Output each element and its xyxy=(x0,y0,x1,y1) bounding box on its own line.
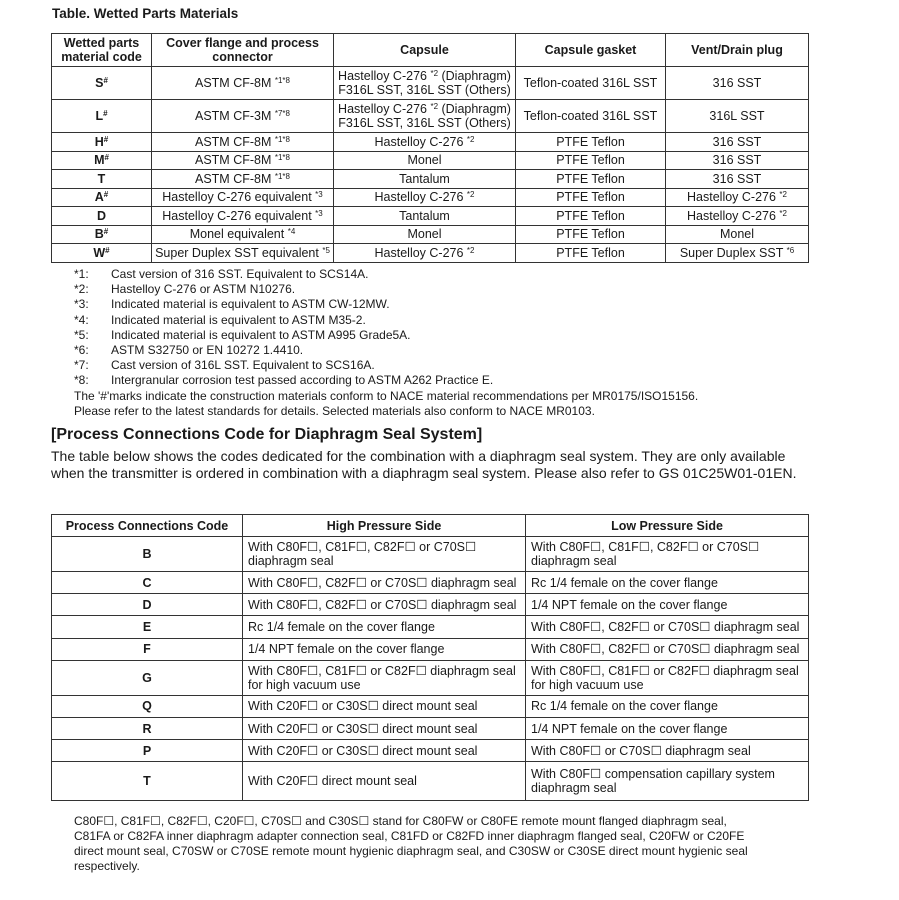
flange-material: Hastelloy C-276 equivalent xyxy=(162,208,316,223)
footnote-remark: Please refer to the latest standards for details. Selected materials also conform to NACE MR0103. xyxy=(74,403,595,418)
material-code: L xyxy=(95,109,104,123)
footnote-key: *7: xyxy=(74,358,89,373)
table-row xyxy=(52,616,809,638)
process-code-cell: C xyxy=(52,572,243,594)
high-pressure-cell xyxy=(243,740,526,762)
capsule-material: Hastelloy C-276 xyxy=(374,190,467,205)
cell-line: diaphragm seal xyxy=(248,554,334,568)
column-header: Capsule xyxy=(334,34,516,67)
cell-line: 1/4 NPT female on the cover flange xyxy=(531,721,728,736)
column-header: Vent/Drain plug xyxy=(666,34,809,67)
process-code-cell: P xyxy=(52,740,243,762)
footnote xyxy=(74,267,698,282)
vent-material: Monel xyxy=(719,227,755,242)
material-code: D xyxy=(96,208,107,223)
footnote-ref: *3 xyxy=(315,190,323,200)
table-row xyxy=(52,638,809,660)
table-row xyxy=(52,740,809,762)
capsule-cell xyxy=(334,100,516,133)
table-row xyxy=(52,207,809,226)
table-row xyxy=(52,67,809,100)
flange-material: ASTM CF-8M xyxy=(195,76,275,90)
process-code-cell: F xyxy=(52,638,243,660)
cell-line: With C80F☐, C82F☐ or C70S☐ diaphragm seal xyxy=(248,597,517,612)
cell-line: With C20F☐ or C30S☐ direct mount seal xyxy=(248,699,478,714)
table-header-row xyxy=(52,34,809,67)
footnote-ref: *1*8 xyxy=(274,153,290,163)
material-code-cell xyxy=(52,100,152,133)
vent-material: 316 SST xyxy=(712,76,762,90)
capsule-line xyxy=(337,227,512,241)
capsule-line xyxy=(337,209,512,223)
material-code-cell xyxy=(52,170,152,189)
footnote-text: ASTM S32750 or EN 10272 1.4410. xyxy=(111,343,304,358)
gasket-cell: PTFE Teflon xyxy=(516,151,666,170)
cell-line: 1/4 NPT female on the cover flange xyxy=(248,642,445,657)
high-pressure-cell xyxy=(243,572,526,594)
cell-line: for high vacuum use xyxy=(531,677,644,692)
process-code-cell: T xyxy=(52,762,243,801)
process-connections-table xyxy=(51,514,809,801)
flange-cell xyxy=(152,100,334,133)
footnote xyxy=(74,328,698,343)
footnote-text: Cast version of 316 SST. Equivalent to SCS14A. xyxy=(111,267,369,281)
capsule-line xyxy=(337,135,512,149)
cell-line: for high vacuum use xyxy=(248,677,361,692)
footnote xyxy=(74,343,698,358)
footnote-ref: *1*8 xyxy=(274,134,290,144)
column-header: Wetted parts material code xyxy=(52,34,152,67)
capsule-material: Hastelloy C-276 xyxy=(374,245,467,260)
nace-mark: # xyxy=(105,245,110,255)
vent-material: Hastelloy C-276 xyxy=(687,208,780,223)
capsule-material: Tantalum xyxy=(399,171,450,186)
flange-material: Monel equivalent xyxy=(189,227,288,242)
low-pressure-cell xyxy=(526,660,809,695)
vent-material: Super Duplex SST xyxy=(679,245,787,260)
high-pressure-cell xyxy=(243,695,526,717)
flange-cell xyxy=(152,188,334,207)
footnote xyxy=(74,358,698,373)
flange-material: ASTM CF-3M xyxy=(195,109,275,123)
cell-line: Rc 1/4 female on the cover flange xyxy=(248,619,435,634)
capsule-material: Hastelloy C-276 xyxy=(338,102,431,116)
capsule-material: Monel xyxy=(407,227,442,242)
material-code: H xyxy=(94,134,104,149)
footnote xyxy=(74,282,698,297)
table-row xyxy=(52,244,809,263)
flange-material: ASTM CF-8M xyxy=(195,153,275,168)
table-title: Table. Wetted Parts Materials xyxy=(52,6,239,21)
wetted-parts-table xyxy=(51,33,809,263)
process-code-cell: G xyxy=(52,660,243,695)
table-header-row xyxy=(52,515,809,537)
capsule-material: Hastelloy C-276 xyxy=(374,134,467,149)
process-code-cell: Q xyxy=(52,695,243,717)
vent-cell xyxy=(666,207,809,226)
flange-cell xyxy=(152,225,334,244)
table-row xyxy=(52,100,809,133)
footnote-ref: *2 xyxy=(466,245,475,255)
nace-mark: # xyxy=(103,76,108,85)
footnote-key: *1: xyxy=(74,267,89,281)
vent-cell xyxy=(666,133,809,152)
nace-mark: # xyxy=(103,190,109,200)
section-title: [Process Connections Code for Diaphragm Seal System] xyxy=(51,426,483,443)
footnote-remark: The '#'marks indicate the construction materials conform to NACE material recommendations per MR0175/ISO15156. xyxy=(74,388,699,403)
footnote-ref: *4 xyxy=(287,227,296,237)
flange-material: Super Duplex SST equivalent xyxy=(155,245,323,260)
gasket-cell: PTFE Teflon xyxy=(516,170,666,189)
nace-mark: # xyxy=(103,109,108,118)
footnote-text: Hastelloy C-276 or ASTM N10276. xyxy=(111,282,296,297)
high-pressure-cell xyxy=(243,660,526,695)
cell-line: With C80F☐, C81F☐, C82F☐ or C70S☐ xyxy=(531,540,760,554)
capsule-line xyxy=(337,69,512,83)
footnote-ref: *2 xyxy=(430,102,439,111)
footnote-text: Indicated material is equivalent to ASTM M35-2. xyxy=(111,312,366,327)
cell-line: With C80F☐ compensation capillary system xyxy=(531,767,775,782)
table-row xyxy=(52,133,809,152)
table-row xyxy=(52,762,809,801)
cell-line: Rc 1/4 female on the cover flange xyxy=(531,699,718,714)
material-code: A xyxy=(94,190,104,205)
flange-cell xyxy=(152,244,334,263)
cell-line: 1/4 NPT female on the cover flange xyxy=(531,597,728,612)
material-code: W xyxy=(93,245,106,260)
gasket-cell: PTFE Teflon xyxy=(516,244,666,263)
nace-mark: # xyxy=(103,227,109,237)
footnote-key: *3: xyxy=(74,297,89,312)
footnote-text: Intergranular corrosion test passed according to ASTM A262 Practice E. xyxy=(111,373,494,388)
capsule-cell xyxy=(334,188,516,207)
footnote-ref: *1*8 xyxy=(274,171,290,181)
cell-line: With C80F☐, C82F☐ or C70S☐ diaphragm seal xyxy=(531,642,800,657)
footer-note xyxy=(74,814,804,874)
gasket-cell: PTFE Teflon xyxy=(516,188,666,207)
section-intro: The table below shows the codes dedicated for the combination with a diaphragm seal system. They are only available when the transmitter is ordered in combination with a diaphragm seal system. Please also refer to GS 01C25W01-01EN. xyxy=(51,448,797,481)
footnote-ref: *2 xyxy=(779,208,787,218)
footnote xyxy=(74,297,698,312)
footer-line: C81FA or C82FA inner diaphragm adapter connection seal, C81FD or C82FD inner diaphragm flanged seal, C20FW or C20FE xyxy=(74,829,745,843)
table-row xyxy=(52,537,809,572)
material-code-cell xyxy=(52,244,152,263)
vent-material: 316 SST xyxy=(712,134,762,149)
flange-cell xyxy=(152,133,334,152)
material-code-cell xyxy=(52,151,152,170)
column-header: High Pressure Side xyxy=(243,515,526,537)
column-header: Process Connections Code xyxy=(52,515,243,537)
cell-line: With C80F☐, C81F☐ or C82F☐ diaphragm seal xyxy=(531,663,799,678)
capsule-material: Hastelloy C-276 xyxy=(338,69,431,83)
footer-line: C80F☐, C81F☐, C82F☐, C20F☐, C70S☐ and C30S☐ stand for C80FW or C80FE remote mount flanged diaphragm seal, xyxy=(74,814,727,828)
footnote-ref: *2 xyxy=(466,134,475,144)
table-row xyxy=(52,717,809,739)
low-pressure-cell xyxy=(526,638,809,660)
gasket-cell: Teflon-coated 316L SST xyxy=(516,67,666,100)
high-pressure-cell xyxy=(243,638,526,660)
process-code-cell: D xyxy=(52,594,243,616)
cell-line: With C20F☐ or C30S☐ direct mount seal xyxy=(248,721,478,736)
process-code-cell: E xyxy=(52,616,243,638)
low-pressure-cell xyxy=(526,740,809,762)
capsule-material: F316L SST, 316L SST (Others) xyxy=(338,116,511,130)
low-pressure-cell xyxy=(526,537,809,572)
gasket-cell: PTFE Teflon xyxy=(516,207,666,226)
low-pressure-cell xyxy=(526,717,809,739)
cell-line: With C20F☐ or C30S☐ direct mount seal xyxy=(248,743,478,758)
footnote xyxy=(74,373,698,388)
capsule-cell xyxy=(334,151,516,170)
footnote-ref: *5 xyxy=(322,245,330,255)
cell-line: Rc 1/4 female on the cover flange xyxy=(531,575,718,590)
footnote-ref: *3 xyxy=(315,208,323,218)
material-code-cell xyxy=(52,225,152,244)
capsule-line xyxy=(337,246,512,260)
footnote-ref: *1*8 xyxy=(274,76,290,85)
footnote-text: Indicated material is equivalent to ASTM CW-12MW. xyxy=(111,297,390,312)
flange-cell xyxy=(152,207,334,226)
footnote-key: *6: xyxy=(74,343,89,358)
footnote-key: *8: xyxy=(74,373,89,388)
footnote-ref: *6 xyxy=(786,245,795,255)
footer-line: direct mount seal, C70SW or C70SE remote mount hygienic diaphragm seal, and C30SW or C30SE direct mount hygienic seal xyxy=(74,844,748,858)
cell-line: With C80F☐, C81F☐ or C82F☐ diaphragm seal xyxy=(248,663,516,678)
cell-line: With C80F☐, C82F☐ or C70S☐ diaphragm seal xyxy=(248,575,517,590)
vent-cell xyxy=(666,170,809,189)
gasket-cell: PTFE Teflon xyxy=(516,133,666,152)
vent-material: 316 SST xyxy=(712,171,762,186)
column-header: Low Pressure Side xyxy=(526,515,809,537)
footnote xyxy=(74,313,698,328)
footer-line: respectively. xyxy=(74,859,140,873)
table-row xyxy=(52,660,809,695)
table-row xyxy=(52,695,809,717)
cell-line: With C20F☐ direct mount seal xyxy=(248,774,417,789)
flange-cell xyxy=(152,170,334,189)
process-code-cell: R xyxy=(52,717,243,739)
vent-cell xyxy=(666,188,809,207)
material-code-cell xyxy=(52,188,152,207)
column-header: Cover flange and process connector xyxy=(152,34,334,67)
footnote-key: *2: xyxy=(74,282,89,297)
high-pressure-cell xyxy=(243,762,526,801)
table-row xyxy=(52,572,809,594)
low-pressure-cell xyxy=(526,616,809,638)
vent-cell xyxy=(666,244,809,263)
footnote-ref: *7*8 xyxy=(274,109,290,118)
capsule-line xyxy=(337,172,512,186)
vent-cell xyxy=(666,151,809,170)
table-row xyxy=(52,188,809,207)
material-code: T xyxy=(97,171,106,186)
cell-line: With C80F☐, C82F☐ or C70S☐ diaphragm seal xyxy=(531,619,800,634)
gasket-cell: PTFE Teflon xyxy=(516,225,666,244)
material-code-cell xyxy=(52,133,152,152)
vent-material: Hastelloy C-276 xyxy=(687,190,780,205)
capsule-cell xyxy=(334,170,516,189)
process-code-cell: B xyxy=(52,537,243,572)
footnote-text: Cast version of 316L SST. Equivalent to SCS16A. xyxy=(111,358,375,373)
cell-line: With C80F☐ or C70S☐ diaphragm seal xyxy=(531,743,751,758)
table-row xyxy=(52,594,809,616)
vent-material: 316 SST xyxy=(712,153,762,168)
capsule-line xyxy=(337,116,512,130)
vent-material: 316L SST xyxy=(709,109,765,123)
column-header: Capsule gasket xyxy=(516,34,666,67)
cell-line: diaphragm seal xyxy=(531,781,617,796)
vent-cell xyxy=(666,100,809,133)
capsule-line xyxy=(337,153,512,167)
footnote-ref: *2 xyxy=(466,190,475,200)
flange-material: ASTM CF-8M xyxy=(195,134,275,149)
nace-mark: # xyxy=(103,134,109,144)
capsule-line xyxy=(337,102,512,116)
high-pressure-cell xyxy=(243,537,526,572)
capsule-part: (Diaphragm) xyxy=(438,69,511,83)
material-code: S xyxy=(95,76,104,90)
footnote-key: *5: xyxy=(74,327,89,342)
capsule-cell xyxy=(334,207,516,226)
capsule-material: Tantalum xyxy=(399,208,450,223)
material-code-cell xyxy=(52,207,152,226)
capsule-material: F316L SST, 316L SST (Others) xyxy=(338,83,511,97)
capsule-cell xyxy=(334,225,516,244)
footnote-ref: *2 xyxy=(430,69,439,78)
flange-cell xyxy=(152,151,334,170)
table-row xyxy=(52,170,809,189)
low-pressure-cell xyxy=(526,762,809,801)
nace-mark: # xyxy=(104,153,109,163)
table-row xyxy=(52,225,809,244)
low-pressure-cell xyxy=(526,594,809,616)
footnote-ref: *2 xyxy=(779,190,787,200)
footnotes xyxy=(74,267,698,419)
capsule-line xyxy=(337,83,512,97)
cell-line: With C80F☐, C81F☐, C82F☐ or C70S☐ xyxy=(248,540,477,554)
material-code: B xyxy=(94,227,104,242)
cell-line: diaphragm seal xyxy=(531,554,617,568)
flange-material: Hastelloy C-276 equivalent xyxy=(162,190,316,205)
capsule-material: Monel xyxy=(407,153,442,168)
footnote-key: *4: xyxy=(74,312,89,327)
material-code-cell xyxy=(52,67,152,100)
low-pressure-cell xyxy=(526,695,809,717)
capsule-line xyxy=(337,190,512,204)
vent-cell xyxy=(666,67,809,100)
capsule-cell xyxy=(334,67,516,100)
capsule-cell xyxy=(334,244,516,263)
high-pressure-cell xyxy=(243,717,526,739)
high-pressure-cell xyxy=(243,594,526,616)
flange-material: ASTM CF-8M xyxy=(195,171,275,186)
footnote-text: Indicated material is equivalent to ASTM A995 Grade5A. xyxy=(111,327,411,342)
high-pressure-cell xyxy=(243,616,526,638)
capsule-cell xyxy=(334,133,516,152)
table-row xyxy=(52,151,809,170)
flange-cell xyxy=(152,67,334,100)
low-pressure-cell xyxy=(526,572,809,594)
material-code: M xyxy=(94,153,105,168)
capsule-part: (Diaphragm) xyxy=(438,102,511,116)
vent-cell xyxy=(666,225,809,244)
gasket-cell: Teflon-coated 316L SST xyxy=(516,100,666,133)
